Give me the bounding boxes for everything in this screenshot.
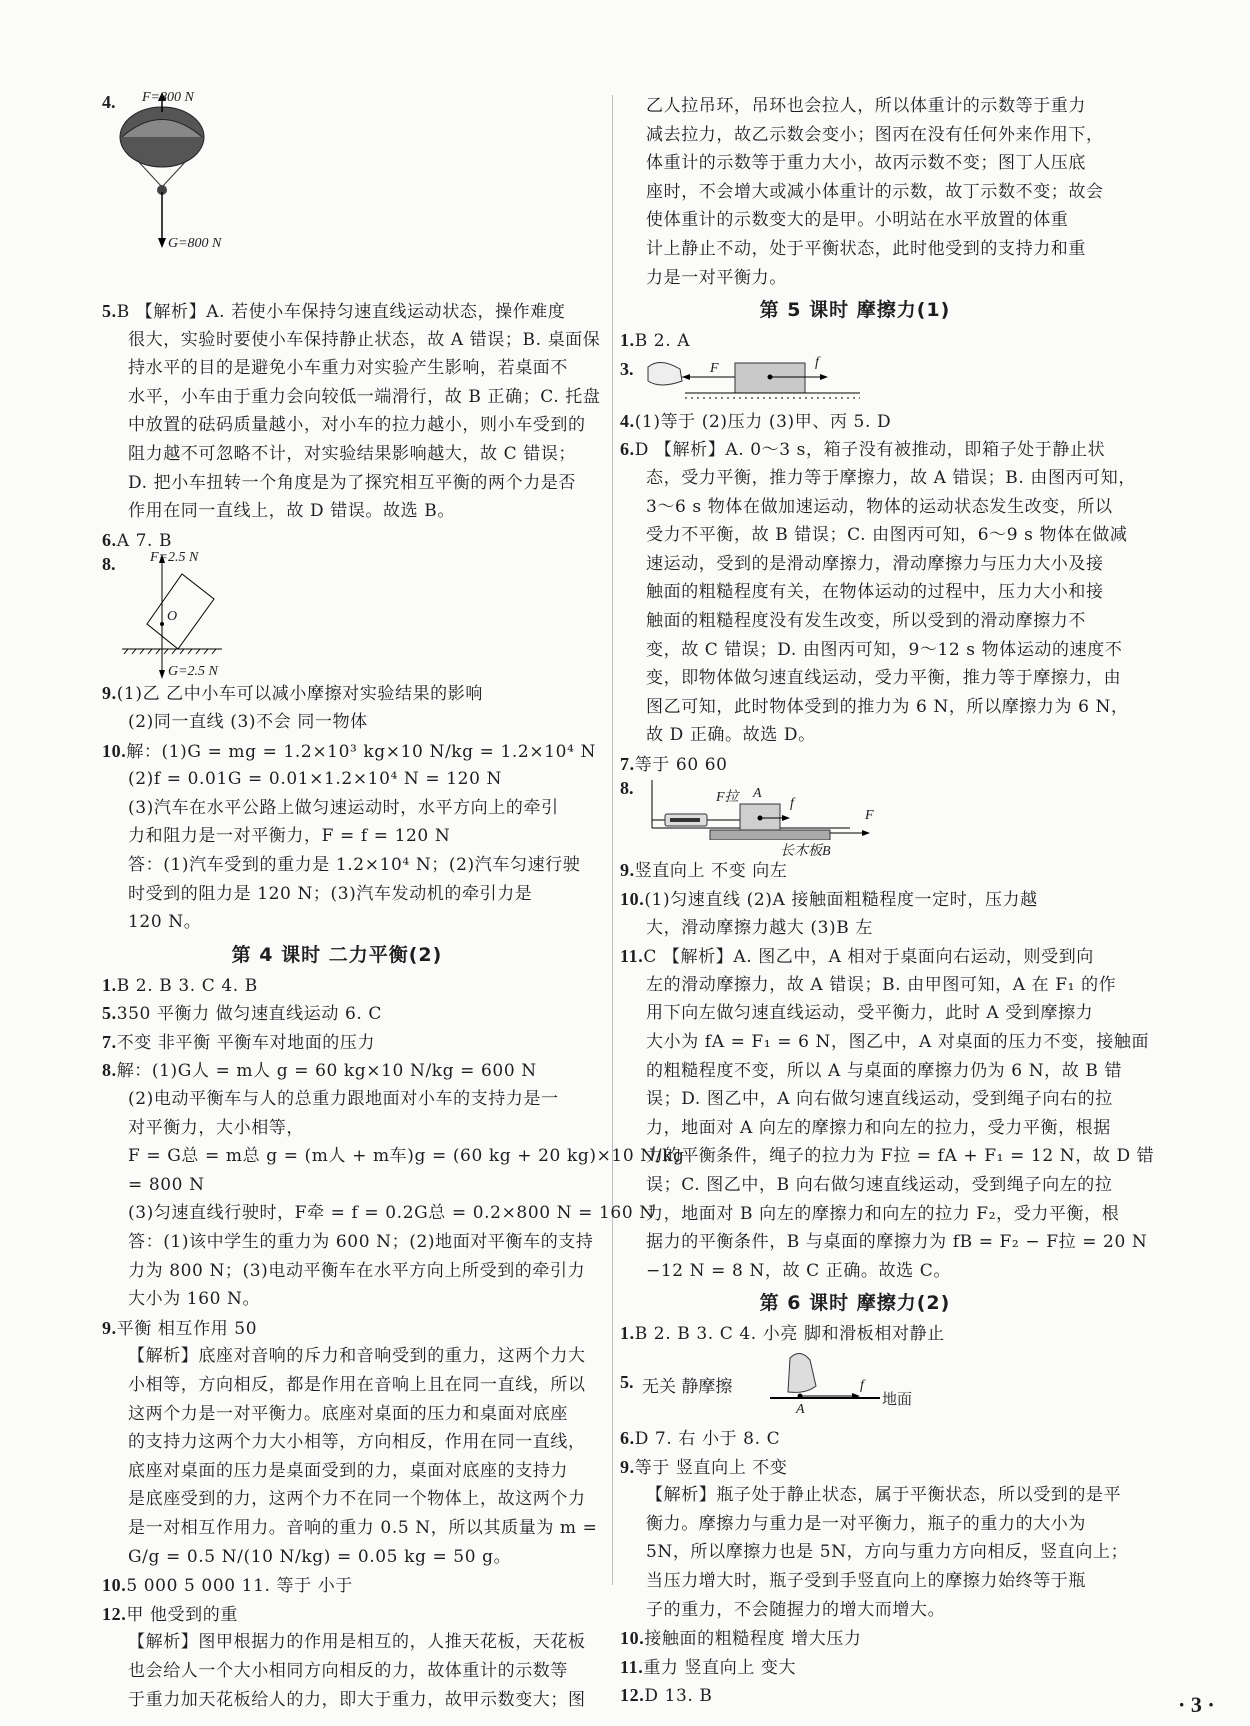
answer-line — [620, 1424, 1090, 1453]
answer-text: 等于 60 60 — [634, 754, 728, 775]
answer-line — [102, 1085, 572, 1114]
answer-line — [102, 297, 572, 326]
answer-line — [620, 636, 1123, 665]
section-heading: 第 6 课时 摩擦力(2) — [759, 1292, 951, 1315]
answer-text: −12 N = 8 N，故 C 正确。故选 C。 — [646, 1260, 951, 1281]
answer-line — [102, 1028, 572, 1057]
answer-text: 乙人拉吊环，吊环也会拉人，所以体重计的示数等于重力 — [646, 96, 1086, 116]
answer-text: F = G总 = m总 g = (m人 + m车)g = (60 kg + 20 kg)×10 N/kg — [128, 1146, 685, 1167]
answer-line — [102, 1228, 594, 1257]
answer-text: 故 D 正确。故选 D。 — [646, 725, 816, 746]
answer-text: 误；C. 图乙中，B 向右做匀速直线运动，受到绳子向左的拉 — [646, 1175, 1113, 1195]
answer-line — [102, 1314, 572, 1343]
answer-text: 大小为 160 N。 — [128, 1289, 261, 1310]
answer-line — [620, 1681, 1090, 1710]
question-number: 4. — [102, 92, 116, 112]
answer-text: 力的平衡条件，绳子的拉力为 F拉 = fA + F₁ = 12 N，故 D 错 — [646, 1146, 1155, 1167]
answer-line — [620, 521, 1128, 550]
answer-text: 使体重计的示数变大的是甲。小明站在水平放置的体重 — [646, 210, 1069, 231]
question-number: 6. — [102, 529, 117, 550]
answers-block — [620, 407, 1136, 779]
answer-text: 重力 竖直向上 变大 — [643, 1657, 797, 1678]
answer-text: 变，即物体做匀速直线运动，受力平衡，推力等于摩擦力，由 — [646, 668, 1122, 689]
friction-label: f — [860, 1377, 864, 1393]
answer-text: (3)汽车在水平公路上做匀速运动时，水平方向上的牵引 — [128, 797, 559, 818]
question-number: 10. — [102, 740, 127, 761]
question-number: 8. — [102, 1060, 117, 1081]
board-label: 长木板B — [780, 844, 831, 860]
answer-line — [102, 383, 601, 412]
answer-line — [102, 1342, 586, 1371]
answer-text: 力和阻力是一对平衡力，F = f = 120 N — [128, 826, 451, 847]
answer-text: 据力的平衡条件，B 与桌面的摩擦力为 fB = F₂ − F拉 = 20 N — [646, 1232, 1148, 1253]
figure-block-on-slope — [102, 550, 572, 680]
answer-line — [102, 708, 572, 737]
answer-text: 衡力。摩擦力与重力是一对平衡力，瓶子的重力的大小为 — [646, 1513, 1086, 1534]
answer-line — [620, 1567, 1090, 1596]
answer-text: (2)同一直线 (3)不会 同一物体 — [128, 711, 368, 732]
answer-text: 小相等，方向相反，都是作用在音响上且在同一直线，所以 — [128, 1375, 586, 1395]
question-number: 10. — [102, 1575, 127, 1596]
answer-text: 很大，实验时要使小车保持静止状态，故 A 错误；B. 桌面保 — [128, 329, 601, 350]
answer-line — [102, 1600, 572, 1629]
answer-line — [102, 469, 577, 498]
answer-line — [620, 1596, 1090, 1625]
answer-text: 答：(1)该中学生的重力为 600 N；(2)地面对平衡车的支持 — [128, 1232, 594, 1253]
question-number: 9. — [102, 683, 117, 704]
answer-text: 力是一对平衡力。 — [646, 267, 787, 288]
answer-line — [102, 326, 601, 355]
answer-line — [620, 149, 1090, 178]
question-number: 10. — [620, 1628, 645, 1649]
answer-text: 座时，不会增大或减小体重计的示数，故丁示数不变；故会 — [646, 181, 1104, 202]
answer-line — [620, 914, 1090, 943]
figure-pull-box — [620, 355, 1090, 407]
figure-board-experiment — [620, 778, 1090, 860]
question-number: 11. — [620, 946, 644, 967]
answer-line — [102, 1056, 572, 1085]
parachute-diagram — [102, 92, 302, 257]
question-number: 9. — [620, 860, 635, 881]
figure-parachute — [102, 92, 572, 257]
answer-line — [102, 1686, 586, 1715]
answer-text: G/g = 0.5 N/(10 N/kg) = 0.05 kg = 50 g。 — [128, 1546, 512, 1567]
answer-text: 等于 竖直向上 不变 — [634, 1457, 788, 1478]
friction-label: f — [815, 354, 819, 370]
answer-text: 5N，所以摩擦力也是 5N，方向与重力方向相反，竖直向上； — [646, 1542, 1129, 1563]
answer-line — [102, 794, 572, 823]
answer-line — [102, 411, 586, 440]
figure-skateboard — [620, 1348, 1090, 1424]
pull-box-diagram — [620, 355, 880, 407]
answer-text: 竖直向上 不变 向左 — [634, 861, 788, 882]
answer-text: 态，受力平衡，推力等于摩擦力，故 A 错误；B. 由图丙可知， — [646, 467, 1136, 488]
answer-text: 底座对桌面的压力是桌面受到的力，桌面对底座的支持力 — [128, 1460, 568, 1481]
answer-line — [620, 1114, 1111, 1143]
answer-text: D 【解析】A. 0～3 s，箱子没有被推动，即箱子处于静止状 — [634, 440, 1106, 461]
answer-line — [620, 121, 1104, 150]
answer-text: 力，地面对 B 向左的摩擦力和向左的拉力 F₂，受力平衡，根 — [646, 1203, 1120, 1224]
question-number: 12. — [620, 1685, 645, 1706]
answer-line — [620, 1057, 1123, 1086]
gravity-label: G=2.5 N — [168, 664, 218, 680]
answer-line — [102, 440, 577, 469]
answer-line — [102, 1199, 655, 1228]
answer-line — [102, 679, 572, 708]
answer-text: 也会给人一个大小相同方向相反的力，故体重计的示数等 — [128, 1660, 568, 1681]
answer-text: 大小为 fA = F₁ = 6 N，图乙中，A 对桌面的压力不变，接触面 — [646, 1032, 1150, 1053]
answer-text: 子的重力，不会随握力的增大而增大。 — [646, 1599, 946, 1620]
answer-text: 速运动，受到的是滑动摩擦力，滑动摩擦力与压力大小及接 — [646, 553, 1104, 574]
question-number: 5. — [102, 301, 117, 321]
answer-line — [620, 1228, 1148, 1257]
answer-text: (1)匀速直线 (2)A 接触面粗糙程度一定时，压力越 — [644, 890, 1038, 911]
question-number: 7. — [102, 1031, 117, 1052]
answer-line — [620, 1319, 1090, 1348]
answer-line — [102, 497, 572, 526]
answer-line — [620, 92, 1090, 121]
answer-line — [102, 1371, 586, 1400]
answer-line — [620, 1200, 1120, 1229]
answer-line — [620, 1257, 1090, 1286]
answer-text: B 【解析】A. 若使小车保持匀速直线运动状态，操作难度 — [116, 302, 566, 322]
answer-text: C 【解析】A. 图乙中，A 相对于桌面向右运动，则受到向 — [643, 947, 1094, 968]
question-number: 6. — [620, 439, 635, 460]
answer-line — [102, 1628, 586, 1657]
answer-line — [620, 407, 1090, 436]
question-number: 8. — [620, 778, 634, 799]
answer-text: 触面的粗糙程度没有发生改变，所以受到的滑动摩擦力不 — [646, 610, 1086, 631]
answer-text: 水平，小车由于重力会向较低一端滑行，故 B 正确；C. 托盘 — [128, 386, 601, 407]
answer-line — [102, 822, 572, 851]
answer-line — [102, 1257, 586, 1286]
answer-text: 120 N。 — [128, 912, 202, 933]
page-number: · 3 · — [1178, 1692, 1215, 1717]
answer-text: 不变 非平衡 平衡车对地面的压力 — [116, 1032, 376, 1053]
gravity-label: G=800 N — [168, 236, 222, 251]
answers-block — [102, 297, 601, 554]
block-label: A — [753, 786, 762, 802]
answer-text: 受力不平衡，故 B 错误；C. 由图丙可知，6～9 s 物体在做减 — [646, 525, 1128, 546]
ground-label: 地面 — [882, 1389, 913, 1408]
answer-text: 当压力增大时，瓶子受到手竖直向上的摩擦力始终等于瓶 — [646, 1570, 1086, 1591]
answer-text: 作用在同一直线上，故 D 错误。故选 B。 — [128, 501, 455, 522]
answer-line — [102, 1142, 685, 1171]
center-label: O — [167, 609, 178, 625]
answer-line — [620, 942, 1094, 971]
answer-text: 计上静止不动，处于平衡状态，此时他受到的支持力和重 — [646, 238, 1086, 259]
answer-text: 力，地面对 A 向左的摩擦力和向左的拉力，受力平衡，根据 — [646, 1117, 1111, 1138]
answer-text: = 800 N — [128, 1174, 205, 1195]
answer-line — [620, 971, 1117, 1000]
answer-line — [102, 765, 572, 794]
answers-block — [620, 92, 1104, 355]
answer-line — [620, 1142, 1155, 1171]
answer-text: 这两个力是一对平衡力。底座对桌面的压力和桌面对底座 — [128, 1403, 568, 1424]
answer-text: 误；D. 图乙中，A 向右做匀速直线运动，受到绳子向右的拉 — [646, 1089, 1113, 1110]
question-number: 3. — [620, 358, 634, 379]
answer-line — [620, 1481, 1122, 1510]
answer-line — [620, 1653, 1090, 1682]
right-column — [620, 92, 1155, 1710]
question-number: 1. — [102, 974, 117, 995]
answer-text: 答：(1)汽车受到的重力是 1.2×10⁴ N；(2)汽车匀速行驶 — [128, 854, 581, 875]
answer-line — [102, 999, 572, 1028]
answer-text: 减去拉力，故乙示数会变小；图丙在没有任何外来作用下， — [646, 124, 1104, 145]
answer-line — [620, 550, 1104, 579]
answer-line — [102, 1657, 572, 1686]
answer-text: 【解析】图甲根据力的作用是相互的，人推天花板，天花板 — [128, 1632, 586, 1653]
friction-label: f — [790, 796, 794, 812]
question-number: 1. — [620, 330, 635, 351]
answer-text: 变，故 C 错误；D. 由图丙可知，9～12 s 物体运动的速度不 — [646, 639, 1123, 660]
answer-line — [102, 1571, 572, 1600]
answer-text: 3～6 s 物体在做加速运动，物体的运动状态发生改变，所以 — [646, 496, 1113, 517]
question-number: 9. — [102, 1317, 117, 1338]
answer-line — [620, 999, 1094, 1028]
answer-text: (2)电动平衡车与人的总重力跟地面对小车的支持力是一 — [128, 1089, 559, 1110]
question-number: 4. — [620, 410, 635, 431]
question-number: 1. — [620, 1323, 635, 1344]
answer-text: 持水平的目的是避免小车重力对实验产生影响，若桌面不 — [128, 358, 568, 379]
answer-line — [620, 235, 1090, 264]
answer-text: 用下向左做匀速直线运动，受平衡力，此时 A 受到摩擦力 — [646, 1003, 1094, 1024]
answer-line — [102, 1285, 572, 1314]
answer-line — [620, 885, 1090, 914]
answer-text: 5 000 5 000 11. 等于 小于 — [126, 1576, 353, 1597]
answer-text: B 2. B 3. C 4. B — [116, 975, 258, 996]
answer-text: (1)等于 (2)压力 (3)甲、丙 5. D — [634, 411, 892, 432]
answer-text: B 2. A — [634, 331, 691, 352]
answer-line — [102, 1485, 586, 1514]
pull-force-label: F拉 — [716, 790, 739, 806]
answer-text: D. 把小车扭转一个角度是为了探究相互平衡的两个力是否 — [128, 472, 577, 493]
answer-line — [620, 693, 1129, 722]
answer-line — [620, 206, 1090, 235]
answer-line — [620, 1453, 1090, 1482]
answer-line — [102, 1457, 572, 1486]
answer-text: 对平衡力，大小相等， — [128, 1117, 304, 1138]
answers-block — [620, 856, 1155, 1348]
answer-text: 中放置的砝码质量越小，对小车的拉力越小，则小车受到的 — [128, 415, 586, 436]
board-diagram — [620, 778, 920, 840]
answer-line — [620, 721, 1090, 750]
answer-text: 是一对相互作用力。音响的重力 0.5 N，所以其质量为 m = — [128, 1517, 598, 1538]
force-label: F=800 N — [142, 90, 194, 105]
answer-line — [102, 1114, 572, 1143]
answer-line — [620, 435, 1106, 464]
answer-line — [102, 737, 596, 766]
answer-line — [102, 354, 572, 383]
question-number: 8. — [102, 554, 116, 575]
answer-line — [620, 493, 1113, 522]
answer-line — [102, 908, 572, 937]
answers-block — [620, 1424, 1129, 1710]
answer-line — [620, 1028, 1150, 1057]
column-divider — [612, 95, 613, 1585]
answer-line — [620, 578, 1104, 607]
answer-line — [102, 880, 572, 909]
question-number: 5. — [102, 1003, 117, 1024]
answer-text: 阻力越不可忽略不计，对实验结果影响越大，故 C 错误； — [128, 443, 577, 464]
answer-line — [620, 1538, 1129, 1567]
question-number: 10. — [620, 889, 645, 910]
question-number: 5. — [620, 1371, 634, 1392]
answer-text: 【解析】瓶子处于静止状态，属于平衡状态，所以受到的是平 — [646, 1485, 1122, 1506]
answer-text: 无关 静摩擦 — [642, 1376, 733, 1397]
answer-line — [620, 607, 1090, 636]
answer-text: 的支持力这两个力大小相等，方向相反，作用在同一直线， — [128, 1432, 586, 1453]
answer-line — [102, 1543, 572, 1572]
answer-text: 于重力加天花板给人的力，即大于重力，故甲示数变大；图 — [128, 1689, 586, 1710]
question-number: 11. — [620, 1656, 644, 1677]
force-label: F=2.5 N — [150, 550, 199, 566]
answer-line — [620, 264, 1090, 293]
answer-text: 力为 800 N；(3)电动平衡车在水平方向上所受到的牵引力 — [128, 1260, 586, 1281]
answer-text: 甲 他受到的重 — [126, 1604, 238, 1625]
answer-line — [620, 1085, 1113, 1114]
answer-line — [102, 1514, 598, 1543]
question-number: 9. — [620, 1456, 635, 1477]
answer-line — [620, 664, 1122, 693]
answer-text: B 2. B 3. C 4. 小亮 脚和滑板相对静止 — [634, 1324, 945, 1345]
answer-text: (1)乙 乙中小车可以减小摩擦对实验结果的影响 — [116, 684, 483, 705]
answer-text: 解：(1)G = mg = 1.2×10³ kg×10 N/kg = 1.2×10⁴ N — [126, 741, 596, 762]
answer-text: 的粗糙程度不变，所以 A 与桌面的摩擦力仍为 6 N，故 B 错 — [646, 1060, 1123, 1081]
skateboard-diagram — [620, 1348, 920, 1424]
answer-text: 大，滑动摩擦力越大 (3)B 左 — [646, 917, 873, 938]
answer-text: 350 平衡力 做匀速直线运动 6. C — [116, 1004, 382, 1025]
answer-text: 体重计的示数等于重力大小，故丙示数不变；图丁人压底 — [646, 153, 1086, 174]
answer-text: 平衡 相互作用 50 — [116, 1318, 258, 1339]
answer-line — [102, 1428, 586, 1457]
section-heading: 第 5 课时 摩擦力(1) — [759, 299, 951, 322]
section-heading: 第 4 课时 二力平衡(2) — [231, 943, 443, 966]
answer-text: A 7. B — [116, 530, 173, 551]
answer-line — [102, 971, 572, 1000]
answer-text: 左的滑动摩擦力，故 A 错误；B. 由甲图可知，A 在 F₁ 的作 — [646, 974, 1117, 995]
answer-text: 【解析】底座对音响的斥力和音响受到的重力，这两个力大 — [128, 1346, 586, 1367]
force-label: F — [865, 808, 874, 824]
answer-line — [620, 464, 1136, 493]
answer-text: 图乙可知，此时物体受到的推力为 6 N，所以摩擦力为 6 N， — [646, 696, 1129, 717]
answer-line — [620, 750, 1090, 779]
answer-line — [620, 1510, 1090, 1539]
answer-text: (3)匀速直线行驶时，F牵 = f = 0.2G总 = 0.2×800 N = 160 N — [128, 1203, 655, 1224]
answer-text: 接触面的粗糙程度 增大压力 — [644, 1629, 862, 1650]
answer-line — [102, 851, 581, 880]
question-number: 12. — [102, 1603, 127, 1624]
question-number: 7. — [620, 753, 635, 774]
force-label: F — [710, 360, 719, 376]
point-label: A — [796, 1401, 805, 1417]
answer-line — [620, 1171, 1113, 1200]
answer-line — [620, 856, 1090, 885]
answer-line — [102, 1400, 572, 1429]
answer-text: 时受到的阻力是 120 N；(3)汽车发动机的牵引力是 — [128, 883, 533, 904]
answer-text: (2)f = 0.01G = 0.01×1.2×10⁴ N = 120 N — [128, 769, 502, 790]
answer-text: 触面的粗糙程度有关，在物体运动的过程中，压力大小和接 — [646, 582, 1104, 603]
answer-text: D 13. B — [644, 1686, 713, 1707]
answer-text: D 7. 右 小于 8. C — [634, 1428, 781, 1449]
question-number: 6. — [620, 1427, 635, 1448]
force-diagram — [102, 554, 302, 679]
answer-text: 解：(1)G人 = m人 g = 60 kg×10 N/kg = 600 N — [116, 1061, 537, 1082]
answer-text: 是底座受到的力，这两个力不在同一个物体上，故这两个力 — [128, 1489, 586, 1510]
answer-line — [102, 1171, 572, 1200]
answer-line — [620, 326, 1090, 355]
answer-line — [620, 1624, 1090, 1653]
answer-line — [620, 178, 1104, 207]
